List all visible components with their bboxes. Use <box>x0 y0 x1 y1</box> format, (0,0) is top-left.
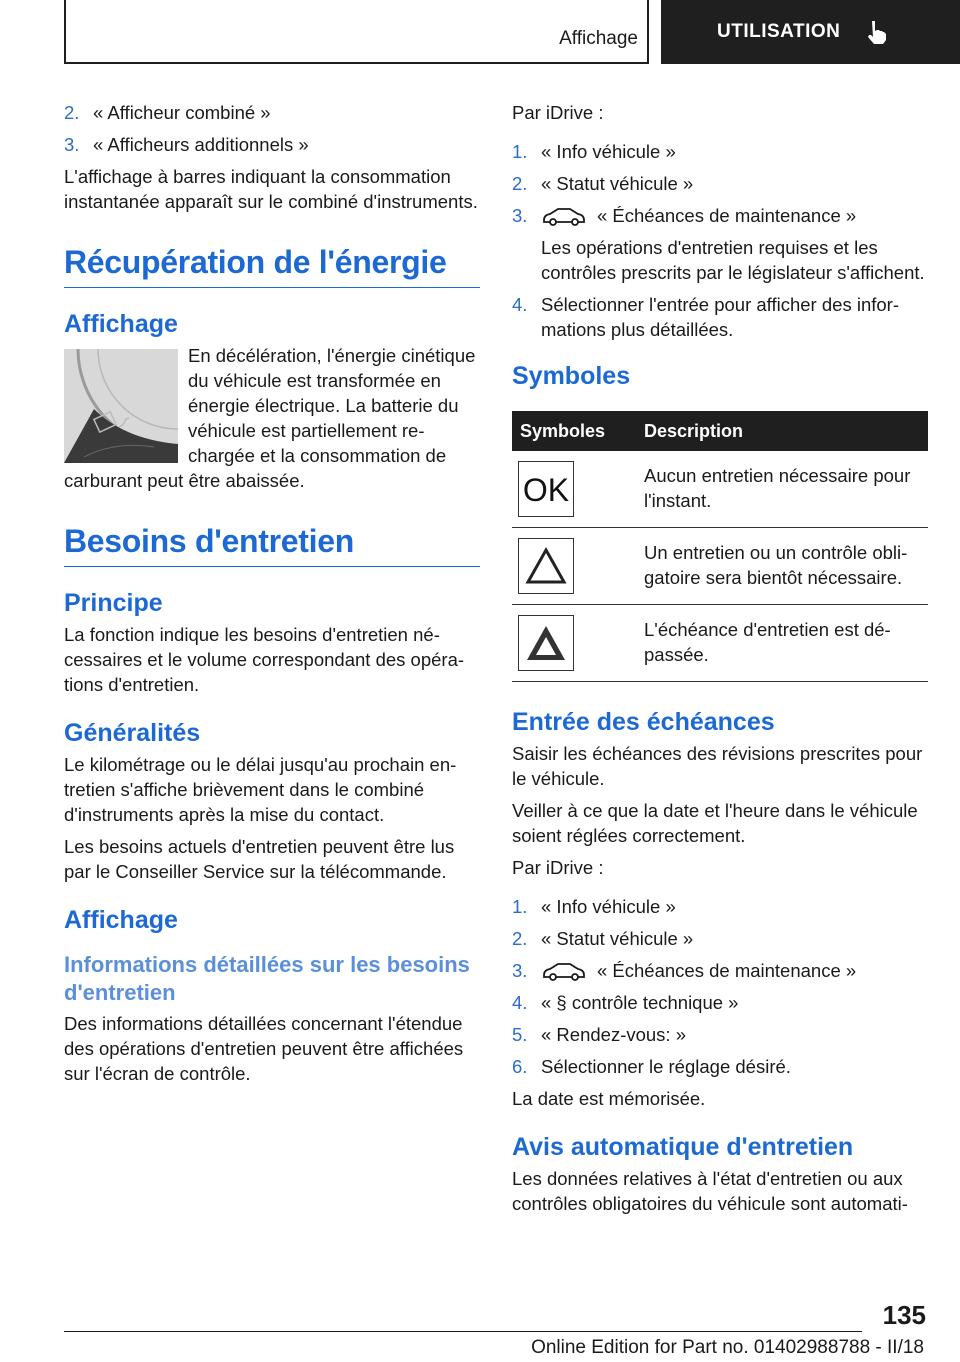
list-item: 1. « Info véhicule » <box>512 141 676 162</box>
list-item: 1. « Info véhicule » <box>512 896 676 917</box>
list-item: 2. « Afficheur combiné » <box>64 102 271 123</box>
entry-paragraph-2: Veiller à ce que la date et l'heure dans le véhicule soient réglées correctement. <box>512 800 918 846</box>
page-number: 135 <box>882 1300 926 1330</box>
header-chapter-tab <box>661 0 960 64</box>
energy-block <box>64 343 480 493</box>
details-paragraph: Des informations détaillées concernant l'étendue des opérations d'entretien peuvent être affichées sur l'écran de contrôle. <box>64 1013 464 1084</box>
table-cell-description: Un entretien ou un contrôle obligatoire sera bientôt nécessaire. <box>636 528 928 605</box>
intro-paragraph: L'affichage à barres indiquant la consommation instantanée apparaît sur le combiné d'instruments. <box>64 166 478 212</box>
entry-paragraph-1: Saisir les échéances des révisions prescrites pour le véhicule. <box>512 743 923 789</box>
svg-text:OK: OK <box>522 472 570 507</box>
entry-heading: Entrée des échéances <box>512 708 775 736</box>
table-cell-description: L'échéance d'entretien est dépassée. <box>636 605 928 682</box>
list-item: 3. « Échéances de maintenance » Les opérations d'entretien requises et les contrôles prescrits par le législateur s'affichent. <box>512 205 925 283</box>
energy-paragraph: En décélération, l'énergie cinétique du véhicule est transformée en énergie électrique. La batterie du véhicule est partiellement rechargée et la consommation de carburant peut être abaissée. <box>64 345 476 491</box>
table-row <box>512 605 928 682</box>
principle-heading: Principe <box>64 589 163 617</box>
table-header-symbols: Symboles <box>512 411 636 451</box>
auto-notice-heading: Avis automatique d'entretien <box>512 1133 854 1161</box>
idrive-label: Par iDrive : <box>512 102 604 123</box>
display-heading: Affichage <box>64 906 178 934</box>
general-paragraph-2: Les besoins actuels d'entretien peuvent être lus par le Conseiller Service sur la télécommande. <box>64 836 455 882</box>
list-item: 3. « Afficheurs additionnels » <box>64 134 309 155</box>
general-paragraph-1: Le kilométrage ou le délai jusqu'au prochain entretien s'affiche brièvement dans le combiné d'instruments après la mise du contact. <box>64 754 457 825</box>
saved-paragraph: La date est mémorisée. <box>512 1088 706 1109</box>
list-item: 6. Sélectionner le réglage désiré. <box>512 1056 791 1077</box>
principle-paragraph: La fonction indique les besoins d'entretien nécessaires et le volume correspondant des opérations d'entretien. <box>64 624 465 695</box>
table-cell-description: Aucun entretien nécessaire pour l'instant. <box>636 451 928 528</box>
energy-recovery-heading: Récupération de l'énergie <box>64 244 480 288</box>
list-item: 2. « Statut véhicule » <box>512 928 694 949</box>
list-item: 3. « Échéances de maintenance » <box>512 960 857 981</box>
symbols-table <box>512 411 928 682</box>
symbols-heading: Symboles <box>512 362 631 390</box>
table-header-row <box>512 411 928 451</box>
list-item: 2. « Statut véhicule » <box>512 173 694 194</box>
right-column <box>512 100 928 1223</box>
table-row <box>512 451 928 528</box>
car-icon <box>541 961 587 981</box>
pointing-hand-icon <box>864 19 890 45</box>
general-heading: Généralités <box>64 719 201 747</box>
overdue-triangle-icon <box>518 615 574 671</box>
table-row <box>512 528 928 605</box>
list-item: 4. Sélectionner l'entrée pour afficher des informations plus détaillées. <box>512 294 899 340</box>
list-item: 5. « Rendez-vous: » <box>512 1024 687 1045</box>
efficient-dynamics-gauge-image <box>64 349 178 463</box>
auto-notice-paragraph: Les données relatives à l'état d'entretien ou aux contrôles obligatoires du véhicule sont automati- <box>512 1168 908 1214</box>
footer-divider <box>64 1331 862 1332</box>
idrive-steps <box>512 139 928 342</box>
ok-icon <box>518 461 574 517</box>
header-section-title: Affichage <box>559 28 638 49</box>
car-icon <box>541 206 587 226</box>
idrive-label-2: Par iDrive : <box>512 857 604 878</box>
left-column <box>64 100 480 1093</box>
table-header-description: Description <box>636 411 928 451</box>
warning-triangle-icon <box>518 538 574 594</box>
intro-steps <box>64 100 480 157</box>
entry-steps <box>512 894 928 1079</box>
footer-edition: Online Edition for Part no. 01402988788 - II/18 <box>531 1337 924 1358</box>
list-item: 4. « § contrôle technique » <box>512 992 739 1013</box>
header-chapter-title: UTILISATION <box>717 21 841 42</box>
details-heading: Informations détaillées sur les besoins d'entretien <box>64 952 470 1005</box>
service-needs-heading: Besoins d'entretien <box>64 523 480 567</box>
energy-display-heading: Affichage <box>64 310 178 338</box>
